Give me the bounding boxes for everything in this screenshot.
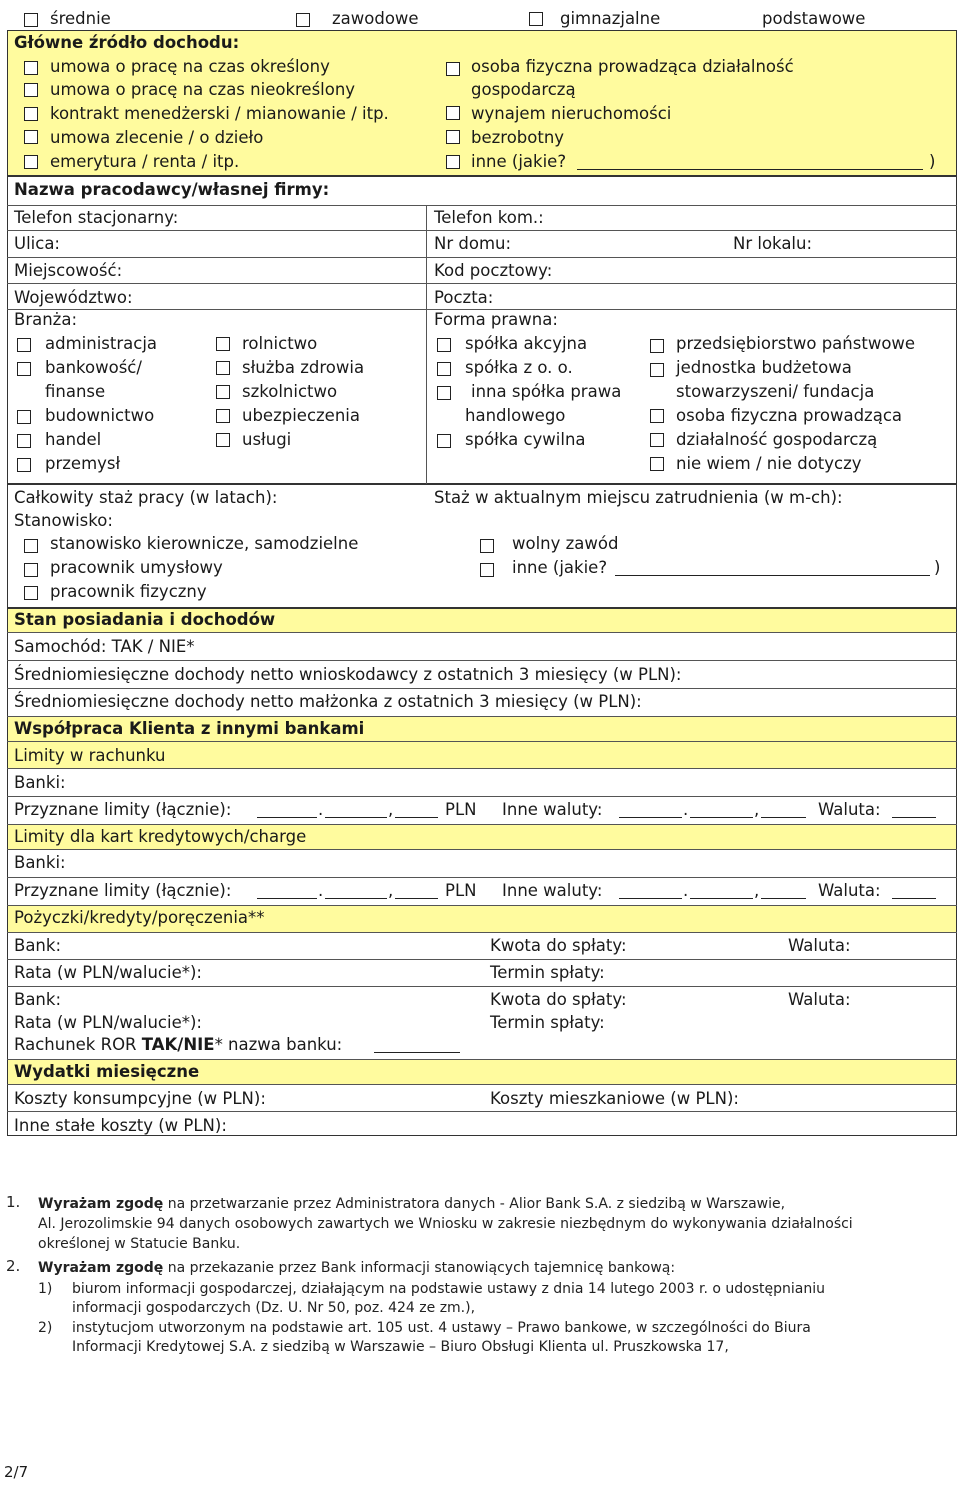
industry-checkbox[interactable] (216, 433, 230, 447)
phone-mobile-label: Telefon kom.: (434, 208, 544, 227)
loan-due-date-label: Termin spłaty: (490, 1013, 605, 1032)
assets-title: Stan posiadania i dochodów (14, 610, 276, 629)
legal-form-checkbox[interactable] (437, 338, 451, 352)
income-option-label: umowa o pracę na czas nieokreślony (50, 80, 356, 99)
separator-comma: , (754, 881, 760, 900)
street-label: Ulica: (14, 234, 60, 253)
city-label: Miejscowość: (14, 261, 123, 280)
consent-2-sub1-text: biurom informacji gospodarczej, działającym na podstawie ustawy z dnia 14 lutego 2003 r. o udostępnianiu (72, 1281, 826, 1297)
industry-option: służba zdrowia (242, 358, 365, 377)
consent-1-text: określonej w Statucie Banku. (38, 1236, 241, 1252)
post-office-label: Poczta: (434, 288, 494, 307)
banks-label: Banki: (14, 853, 66, 872)
account-limits-label: Limity w rachunku (14, 746, 166, 765)
postal-code-label: Kod pocztowy: (434, 261, 553, 280)
legal-form-option: spółka cywilna (465, 430, 586, 449)
legal-form-option-cont: handlowego (465, 406, 566, 425)
legal-form-checkbox[interactable] (650, 339, 664, 353)
granted-limits-field[interactable] (257, 803, 317, 818)
position-label: Stanowisko: (14, 511, 113, 530)
loan-currency-label: Waluta: (788, 990, 851, 1009)
income-option-label: wynajem nieruchomości (471, 104, 672, 123)
separator-dot: . (318, 800, 324, 819)
legal-form-option: spółka z o. o. (465, 358, 573, 377)
loans-title: Pożyczki/kredyty/poręczenia** (14, 908, 265, 927)
loan-bank-label: Bank: (14, 936, 62, 955)
other-currencies-field[interactable] (761, 803, 806, 818)
province-label: Województwo: (14, 288, 133, 307)
separator-comma: , (388, 800, 394, 819)
education-gymnasium-checkbox[interactable] (529, 12, 543, 26)
phone-landline-label: Telefon stacjonarny: (14, 208, 179, 227)
ror-line (14, 1035, 342, 1055)
expenses-title: Wydatki miesięczne (14, 1062, 200, 1081)
position-checkbox[interactable] (480, 539, 494, 553)
separator-comma: , (388, 881, 394, 900)
income-applicant-label: Średniomiesięczne dochody netto wnioskodawcy z ostatnich 3 miesięcy (w PLN): (14, 665, 682, 684)
position-other-close: ) (934, 558, 941, 577)
industry-option: handel (45, 430, 102, 449)
income-option-label: umowa o pracę na czas określony (50, 57, 330, 76)
consent-2-sub2-text: Informacji Kredytowej S.A. z siedzibą w Warszawie – Biuro Obsługi Klienta ul. Pruszkowska 17, (72, 1339, 729, 1355)
consent-2-text: na przekazanie przez Bank informacji stanowiących tajemnicę bankową: (163, 1260, 676, 1276)
income-option-label: emerytura / renta / itp. (50, 152, 240, 171)
legal-form-option: stowarzyszeni/ fundacja (676, 382, 875, 401)
income-option-label: osoba fizyczna prowadząca działalność (471, 57, 794, 76)
consent-2-bold: Wyrażam zgodę (38, 1260, 164, 1276)
granted-limits-field[interactable] (325, 803, 387, 818)
other-currencies-field[interactable] (619, 884, 682, 899)
consent-1-text: na przetwarzanie przez Administratora danych - Alior Bank S.A. z siedzibą w Warszawie, (163, 1196, 786, 1212)
legal-form-option: spółka akcyjna (465, 334, 588, 353)
income-checkbox[interactable] (24, 83, 38, 97)
card-limits-label: Limity dla kart kredytowych/charge (14, 827, 307, 846)
income-checkbox[interactable] (24, 130, 38, 144)
currency-field[interactable] (892, 884, 936, 899)
total-experience-label: Całkowity staż pracy (w latach): (14, 488, 278, 507)
income-checkbox[interactable] (446, 106, 460, 120)
other-currencies-field[interactable] (690, 803, 753, 818)
position-option: pracownik fizyczny (50, 582, 207, 601)
other-currencies-field[interactable] (690, 884, 753, 899)
industry-option: usługi (242, 430, 292, 449)
income-checkbox[interactable] (446, 155, 460, 169)
ror-bank-field[interactable] (374, 1038, 460, 1053)
industry-option: rolnictwo (242, 334, 318, 353)
industry-label: Branża: (14, 310, 78, 329)
consent-2-sub1-number: 1) (38, 1281, 53, 1297)
granted-limits-field[interactable] (257, 884, 317, 899)
income-spouse-label: Średniomiesięczne dochody netto małżonka z ostatnich 3 miesięcy (w PLN): (14, 692, 642, 711)
legal-form-option: przedsiębiorstwo państwowe (676, 334, 916, 353)
income-checkbox[interactable] (24, 155, 38, 169)
position-option: wolny zawód (512, 534, 619, 553)
consumption-costs-label: Koszty konsumpcyjne (w PLN): (14, 1089, 266, 1108)
current-experience-label: Staż w aktualnym miejscu zatrudnienia (w m-ch): (434, 488, 843, 507)
consent-2-sub2-number: 2) (38, 1320, 53, 1336)
legal-form-checkbox[interactable] (650, 433, 664, 447)
legal-form-checkbox[interactable] (437, 386, 451, 400)
industry-option-cont: finanse (45, 382, 106, 401)
other-currencies-field[interactable] (761, 884, 806, 899)
industry-checkbox[interactable] (17, 338, 31, 352)
industry-checkbox[interactable] (17, 410, 31, 424)
pln-label: PLN (445, 881, 477, 900)
position-option: stanowisko kierownicze, samodzielne (50, 534, 359, 553)
banks-label: Banki: (14, 773, 66, 792)
separator-comma: , (754, 800, 760, 819)
position-other-label: inne (jakie? (512, 558, 608, 577)
housing-costs-label: Koszty mieszkaniowe (w PLN): (490, 1089, 739, 1108)
banks-title: Współpraca Klienta z innymi bankami (14, 719, 365, 738)
industry-checkbox[interactable] (216, 361, 230, 375)
education-vocational-label: zawodowe (332, 9, 419, 28)
education-secondary-checkbox[interactable] (24, 13, 38, 27)
position-other-field[interactable] (615, 561, 930, 576)
education-secondary-label: średnie (50, 9, 111, 28)
income-other-field[interactable] (577, 155, 923, 170)
loan-currency-label: Waluta: (788, 936, 851, 955)
flat-no-label: Nr lokalu: (733, 234, 813, 253)
loan-amount-label: Kwota do spłaty: (490, 936, 627, 955)
legal-form-checkbox[interactable] (437, 434, 451, 448)
currency-field[interactable] (892, 803, 936, 818)
separator-dot: . (683, 800, 689, 819)
income-checkbox[interactable] (446, 62, 460, 76)
granted-limits-field[interactable] (395, 803, 438, 818)
income-option-label-cont: gospodarczą (471, 80, 576, 99)
income-checkbox[interactable] (24, 107, 38, 121)
legal-form-label: Forma prawna: (434, 310, 558, 329)
industry-option: szkolnictwo (242, 382, 338, 401)
industry-option: ubezpieczenia (242, 406, 360, 425)
ror-prefix: Rachunek ROR (14, 1035, 142, 1054)
education-gymnasium-label: gimnazjalne (560, 9, 661, 28)
granted-limits-field[interactable] (395, 884, 438, 899)
income-title: Główne źródło dochodu: (14, 33, 240, 52)
industry-checkbox[interactable] (216, 337, 230, 351)
separator-dot: . (683, 881, 689, 900)
loan-due-date-label: Termin spłaty: (490, 963, 605, 982)
industry-option: przemysł (45, 454, 121, 473)
granted-limits-field[interactable] (325, 884, 387, 899)
industry-checkbox[interactable] (17, 458, 31, 472)
employer-name-label: Nazwa pracodawcy/własnej firmy: (14, 180, 330, 199)
legal-form-checkbox[interactable] (650, 457, 664, 471)
legal-form-checkbox[interactable] (650, 409, 664, 423)
granted-limits-label: Przyznane limity (łącznie): (14, 800, 232, 819)
house-no-label: Nr domu: (434, 234, 512, 253)
legal-form-option: inna spółka prawa (471, 382, 622, 401)
ror-suffix: * nazwa banku: (214, 1035, 343, 1054)
other-currencies-label: Inne waluty: (502, 881, 603, 900)
currency-label: Waluta: (818, 881, 881, 900)
pln-label: PLN (445, 800, 477, 819)
income-other-label: inne (jakie? (471, 152, 567, 171)
income-option-label: bezrobotny (471, 128, 565, 147)
consent-1-number: 1. (6, 1193, 21, 1211)
legal-form-option-cont: działalność gospodarczą (676, 430, 878, 449)
legal-form-option: jednostka budżetowa (676, 358, 852, 377)
loan-amount-label: Kwota do spłaty: (490, 990, 627, 1009)
income-other-close: ) (929, 152, 936, 171)
industry-checkbox[interactable] (17, 434, 31, 448)
loan-installment-label: Rata (w PLN/walucie*): (14, 963, 202, 982)
loan-bank-label: Bank: (14, 990, 62, 1009)
industry-checkbox[interactable] (17, 362, 31, 376)
car-label: Samochód: TAK / NIE* (14, 637, 195, 656)
income-checkbox[interactable] (446, 130, 460, 144)
legal-form-option: osoba fizyczna prowadząca (676, 406, 903, 425)
ror-yes-no: TAK/NIE (141, 1035, 215, 1054)
other-currencies-field[interactable] (619, 803, 682, 818)
industry-option: bankowość/ (45, 358, 142, 377)
other-currencies-label: Inne waluty: (502, 800, 603, 819)
legal-form-checkbox[interactable] (437, 362, 451, 376)
position-checkbox[interactable] (24, 539, 38, 553)
legal-form-option: nie wiem / nie dotyczy (676, 454, 862, 473)
position-option: pracownik umysłowy (50, 558, 223, 577)
consent-2-number: 2. (6, 1257, 21, 1275)
income-option-label: umowa zlecenie / o dzieło (50, 128, 264, 147)
page-number: 2/7 (4, 1463, 29, 1481)
income-checkbox[interactable] (24, 61, 38, 75)
income-option-label: kontrakt menedżerski / mianowanie / itp. (50, 104, 389, 123)
industry-option: budownictwo (45, 406, 155, 425)
loan-installment-label: Rata (w PLN/walucie*): (14, 1013, 202, 1032)
legal-form-checkbox[interactable] (650, 363, 664, 377)
consent-1-text: Al. Jerozolimskie 94 danych osobowych zawartych we Wniosku w zakresie niezbędnym do wykonywania działalności (38, 1216, 853, 1232)
separator-dot: . (318, 881, 324, 900)
consent-2-sub1-text: informacji gospodarczych (Dz. U. Nr 50, poz. 424 ze zm.), (72, 1300, 476, 1316)
education-primary-label: podstawowe (762, 9, 866, 28)
position-checkbox[interactable] (480, 563, 494, 577)
education-vocational-checkbox[interactable] (296, 13, 310, 27)
currency-label: Waluta: (818, 800, 881, 819)
industry-option: administracja (45, 334, 158, 353)
industry-checkbox[interactable] (216, 409, 230, 423)
other-fixed-costs-label: Inne stałe koszty (w PLN): (14, 1116, 227, 1135)
granted-limits-label: Przyznane limity (łącznie): (14, 881, 232, 900)
industry-checkbox[interactable] (216, 385, 230, 399)
consent-1-bold: Wyrażam zgodę (38, 1196, 164, 1212)
position-checkbox[interactable] (24, 563, 38, 577)
consent-2-sub2-text: instytucjom utworzonym na podstawie art. 105 ust. 4 ustawy – Prawo bankowe, w szczególności do Biura (72, 1320, 811, 1336)
position-checkbox[interactable] (24, 586, 38, 600)
